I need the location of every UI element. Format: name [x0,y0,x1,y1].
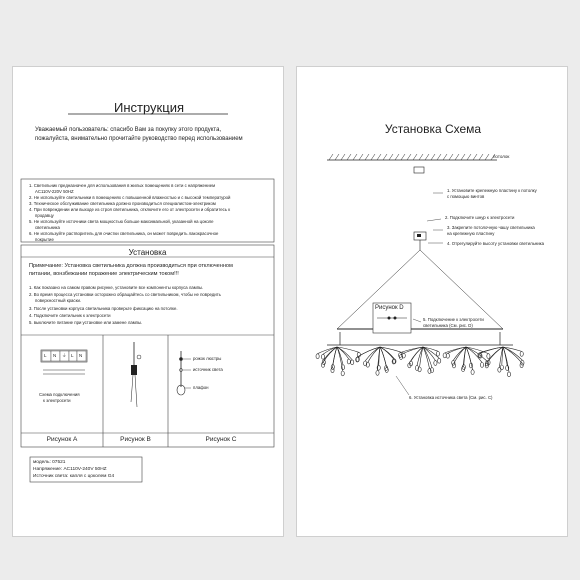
chandelier-branch [423,347,435,361]
bulb-icon [487,354,490,359]
ceiling-hatch [371,154,375,160]
ceiling-hatch [419,154,423,160]
bulb-icon [316,354,319,359]
bulb-icon [347,359,350,364]
bulb-icon [500,365,503,370]
step-line: 5. выключите питание при установке или замене лампы. [29,320,143,325]
step-line: 1. Как показано на самом правом рисунке, установите все компоненты корпуса лампы. [29,285,204,290]
chandelier-branch [503,347,522,351]
ceiling-hatch [359,154,363,160]
figure-b-caption: Рисунок B [120,436,151,443]
ceiling-hatch [455,154,459,160]
ceiling-hatch [389,154,393,160]
page-title: Инструкция [114,100,184,115]
chandelier-branch [380,347,386,366]
ceiling-hatch [485,154,489,160]
bulb-icon [507,372,510,377]
terminal-label: N [53,353,57,358]
spec-line: модель: 07521 [33,460,66,465]
rule-line: AC110V-220V 50HZ [35,189,74,194]
callout-2: 2. Подключите шнур к электросети [445,215,515,220]
rule-line: покрытие [35,237,54,242]
bulb-icon [385,366,388,371]
bulb-icon [480,363,483,368]
ceiling-hatch [341,154,345,160]
step-line: 2. Во время процесса установки осторожно обращайтесь со светильником, чтобы не повредить [29,292,221,297]
ceiling-hatch [335,154,339,160]
ceiling-hatch [437,154,441,160]
chandelier-branch [466,347,488,354]
rule-line: продавцу [35,213,54,218]
rule-line: 5. Не используйте источники света мощностью больше максимальной, указанной на цоколе [29,219,214,224]
ceiling-hatch [449,154,453,160]
installation-diagram-page [296,66,568,537]
chandelier-branch [463,347,466,367]
ceiling-hatch [383,154,387,160]
figure-a-caption: Рисунок A [46,436,78,443]
callout-1: с помощью винтов [447,194,485,199]
note-line: Примечание: Установка светильника должна производиться при отключенном [29,263,233,269]
greeting-line: Уважаемый пользователь: спасибо Вам за покупку этого продукта, [35,127,222,133]
callout-6: 6. Установка источника света (См. рис. C) [409,395,493,400]
callout-3: 3. Закрепите потолочную чашу светильника [447,225,535,230]
installation-diagram [297,67,569,538]
figure-c-caption: Рисунок C [205,436,237,443]
greeting-line: пожалуйста, внимательно прочитайте руководство перед использованием [35,136,243,142]
bulb-icon [443,353,446,358]
figure-a-label: Схема подключения [39,392,80,397]
ceiling-hatch [329,154,333,160]
figure-a-label: к электросети [43,398,71,403]
spec-line: Напряжение: AC110V-240V 50HZ [33,467,107,472]
light-source-label: источник света [193,367,223,372]
callout-5: 5. Подключение к электросети [423,317,484,322]
ceiling-hatch [353,154,357,160]
chandelier-branch [358,347,380,357]
bulb-icon [520,352,523,357]
ground-icon: ⏚ [62,353,67,358]
ceiling-hatch [377,154,381,160]
bulb-icon [452,363,455,368]
bulb-icon [376,371,379,376]
bulb-icon [436,351,439,356]
ceiling-hatch [347,154,351,160]
figure-d-caption: Рисунок D [375,305,404,311]
callout-1: 1. Установите крепежную пластину к потолку [447,188,537,193]
terminal-label: L [44,353,47,358]
rule-line: светильника [35,225,60,230]
rule-line: 6. Не используйте растворитель для очистки светильника, он может повредить лакокрасочное [29,231,219,236]
bulb-icon [469,363,472,368]
terminal-label: L [71,353,74,358]
chandelier-branch [380,347,394,359]
ceiling-hatch [443,154,447,160]
chandelier-branch [503,347,507,366]
bulb-icon [471,370,474,375]
bulb-icon [351,360,354,365]
step-line: поверхностный краски. [35,298,82,303]
bulb-icon [438,358,441,363]
step-line: 3. После установки корпуса светильника проверьте фиксацию на потолке. [29,306,178,311]
ceiling-hatch [365,154,369,160]
step-line: 4. Подключите светильник к электросети [29,313,111,318]
rule-line: 1. Светильник предназначен для использования в жилых помещениях в сети с напряжением [29,183,216,188]
instruction-page [12,66,284,537]
ceiling-hatch [395,154,399,160]
chandelier-arm-label: рожок люстры [193,356,222,361]
spec-line: Источник света: капля с цоколем G4 [33,474,115,479]
ceiling-label: потолок [493,154,510,159]
rule-line: 3. Техническое обслуживание светильника должно производиться специалистом-электриком [29,201,216,206]
ceiling-hatch [431,154,435,160]
ceiling-hatch [413,154,417,160]
ceiling-hatch [425,154,429,160]
terminal-label: N [79,353,83,358]
ceiling-hatch [401,154,405,160]
rule-line: 2. Не используйте светильники в помещениях с повышенной влажностью и с высокой температурой [29,195,231,200]
rule-line: 4. При повреждении или выходе из строя светильника, отключите его от электросети и обратитесь к [29,207,231,212]
callout-5: светильника (См. рис. D) [423,323,473,328]
chandelier-branch [357,347,380,357]
note-line: питании, вонзбежании поражение электрическим током!!! [29,271,179,277]
chandelier-branch [448,347,466,353]
ceiling-hatch [479,154,483,160]
ceiling-hatch [461,154,465,160]
bulb-icon [321,354,324,359]
bulb-icon [434,361,437,366]
chandelier-branch [480,347,503,353]
ceiling-hatch [407,154,411,160]
shade-label: плафон [193,385,209,390]
ceiling-hatch [473,154,477,160]
callout-4: 4. Отрегулируйте высоту установки светильника [447,241,544,246]
page-title: Установка Схема [384,122,482,136]
install-heading: Установка [128,248,167,257]
chandelier-branch [378,347,381,370]
bulb-icon [446,353,449,358]
bulb-icon [341,371,344,376]
chandelier-branch [380,347,404,353]
ceiling-hatch [467,154,471,160]
callout-3: на крепежную пластину [447,231,495,236]
